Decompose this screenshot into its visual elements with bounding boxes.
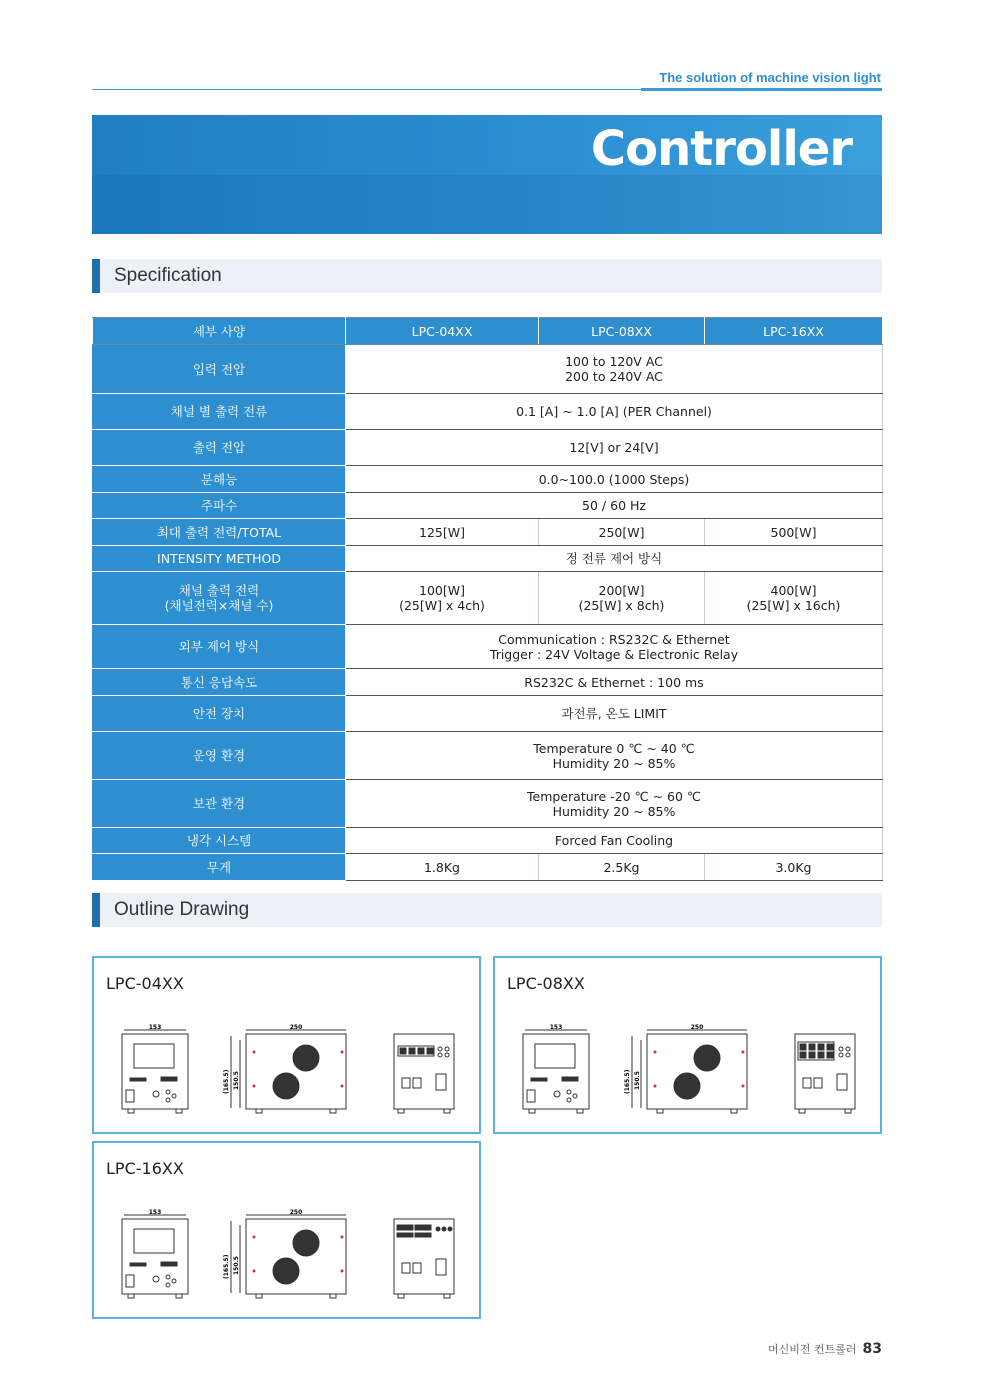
tagline: The solution of machine vision light [659, 70, 881, 85]
column-header: 세부 사양 [93, 318, 346, 345]
drawing-box-lpc-16xx [92, 1141, 481, 1319]
row-value: 1.8Kg [346, 854, 539, 881]
row-value: RS232C & Ethernet : 100 ms [346, 669, 883, 696]
table-header-row [93, 318, 883, 345]
section-title: Specification [114, 265, 222, 286]
table-row [93, 828, 883, 854]
side-view [231, 1215, 346, 1298]
row-value: 250[W] [539, 519, 705, 546]
title-banner [92, 115, 882, 234]
svg-text:153: 153 [148, 1024, 162, 1031]
table-row [93, 519, 883, 546]
table-row [93, 669, 883, 696]
row-label: 운영 환경 [93, 732, 346, 780]
front-view [122, 1215, 188, 1298]
table-row [93, 854, 883, 881]
svg-text:250: 250 [289, 1209, 303, 1216]
footer-text: 머신비전 컨트롤러 [768, 1343, 857, 1356]
row-label: 안전 장치 [93, 696, 346, 732]
table-row [93, 625, 883, 669]
row-label: 외부 제어 방식 [93, 625, 346, 669]
svg-text:250: 250 [690, 1024, 704, 1031]
row-value: 125[W] [346, 519, 539, 546]
section-title: Outline Drawing [114, 899, 250, 920]
row-label: 입력 전압 [93, 345, 346, 394]
table-row [93, 430, 883, 466]
spec-table [92, 317, 883, 881]
outline-drawing-lpc-16xx [106, 1209, 466, 1309]
row-label: INTENSITY METHOD [93, 546, 346, 572]
row-value: 200[W] (25[W] x 8ch) [539, 572, 705, 625]
row-label: 최대 출력 전력/TOTAL [93, 519, 346, 546]
row-value: Temperature -20 ℃ ~ 60 ℃ Humidity 20 ~ 85% [346, 780, 883, 828]
rear-view [394, 1034, 454, 1113]
row-label: 채널 별 출력 전류 [93, 394, 346, 430]
row-value: 100[W] (25[W] x 4ch) [346, 572, 539, 625]
table-row [93, 345, 883, 394]
row-label: 분해능 [93, 466, 346, 493]
page-number: 83 [862, 1341, 882, 1357]
svg-text:150.5: 150.5 [634, 1071, 641, 1090]
row-value: Temperature 0 ℃ ~ 40 ℃ Humidity 20 ~ 85% [346, 732, 883, 780]
outline-drawing-lpc-04xx [106, 1024, 466, 1124]
row-value: 0.0~100.0 (1000 Steps) [346, 466, 883, 493]
svg-text:153: 153 [549, 1024, 563, 1031]
table-row [93, 493, 883, 519]
table-row [93, 696, 883, 732]
row-value: 50 / 60 Hz [346, 493, 883, 519]
column-header: LPC-08XX [539, 318, 705, 345]
row-value: 100 to 120V AC 200 to 240V AC [346, 345, 883, 394]
table-row [93, 394, 883, 430]
outline-drawing-lpc-08xx [507, 1024, 867, 1124]
rear-view [795, 1034, 855, 1113]
drawing-model-label: LPC-08XX [507, 974, 585, 993]
row-value: 정 전류 제어 방식 [346, 546, 883, 572]
page-title: Controller [590, 121, 852, 177]
row-label: 보관 환경 [93, 780, 346, 828]
row-value: 3.0Kg [705, 854, 883, 881]
side-view [231, 1030, 346, 1113]
table-row [93, 732, 883, 780]
drawing-box-lpc-08xx [493, 956, 882, 1134]
table-row [93, 466, 883, 493]
svg-text:(165.5): (165.5) [223, 1069, 230, 1094]
page-footer [768, 1341, 882, 1357]
svg-text:150.5: 150.5 [233, 1071, 240, 1090]
section-header-specification [92, 259, 882, 293]
front-view [122, 1030, 188, 1113]
row-label: 통신 응답속도 [93, 669, 346, 696]
rear-view [394, 1219, 454, 1298]
row-value: 500[W] [705, 519, 883, 546]
row-label: 출력 전압 [93, 430, 346, 466]
section-header-outline-drawing [92, 893, 882, 927]
side-view [632, 1030, 747, 1113]
row-label: 무게 [93, 854, 346, 881]
row-value: Communication : RS232C & Ethernet Trigger : 24V Voltage & Electronic Relay [346, 625, 883, 669]
front-view [523, 1030, 589, 1113]
column-header: LPC-04XX [346, 318, 539, 345]
header-rule-accent [641, 88, 882, 91]
table-row [93, 546, 883, 572]
row-value: 12[V] or 24[V] [346, 430, 883, 466]
svg-text:150.5: 150.5 [233, 1256, 240, 1275]
row-value: 0.1 [A] ~ 1.0 [A] (PER Channel) [346, 394, 883, 430]
row-value: 과전류, 온도 LIMIT [346, 696, 883, 732]
drawing-box-lpc-04xx [92, 956, 481, 1134]
row-value: 2.5Kg [539, 854, 705, 881]
row-label: 채널 출력 전력 (채널전력×채널 수) [93, 572, 346, 625]
drawing-model-label: LPC-16XX [106, 1159, 184, 1178]
row-value: Forced Fan Cooling [346, 828, 883, 854]
row-label: 주파수 [93, 493, 346, 519]
drawing-model-label: LPC-04XX [106, 974, 184, 993]
svg-text:(165.5): (165.5) [223, 1254, 230, 1279]
column-header: LPC-16XX [705, 318, 883, 345]
svg-text:(165.5): (165.5) [624, 1069, 631, 1094]
table-row [93, 780, 883, 828]
table-row [93, 572, 883, 625]
svg-text:153: 153 [148, 1209, 162, 1216]
row-value: 400[W] (25[W] x 16ch) [705, 572, 883, 625]
svg-text:250: 250 [289, 1024, 303, 1031]
row-label: 냉각 시스템 [93, 828, 346, 854]
